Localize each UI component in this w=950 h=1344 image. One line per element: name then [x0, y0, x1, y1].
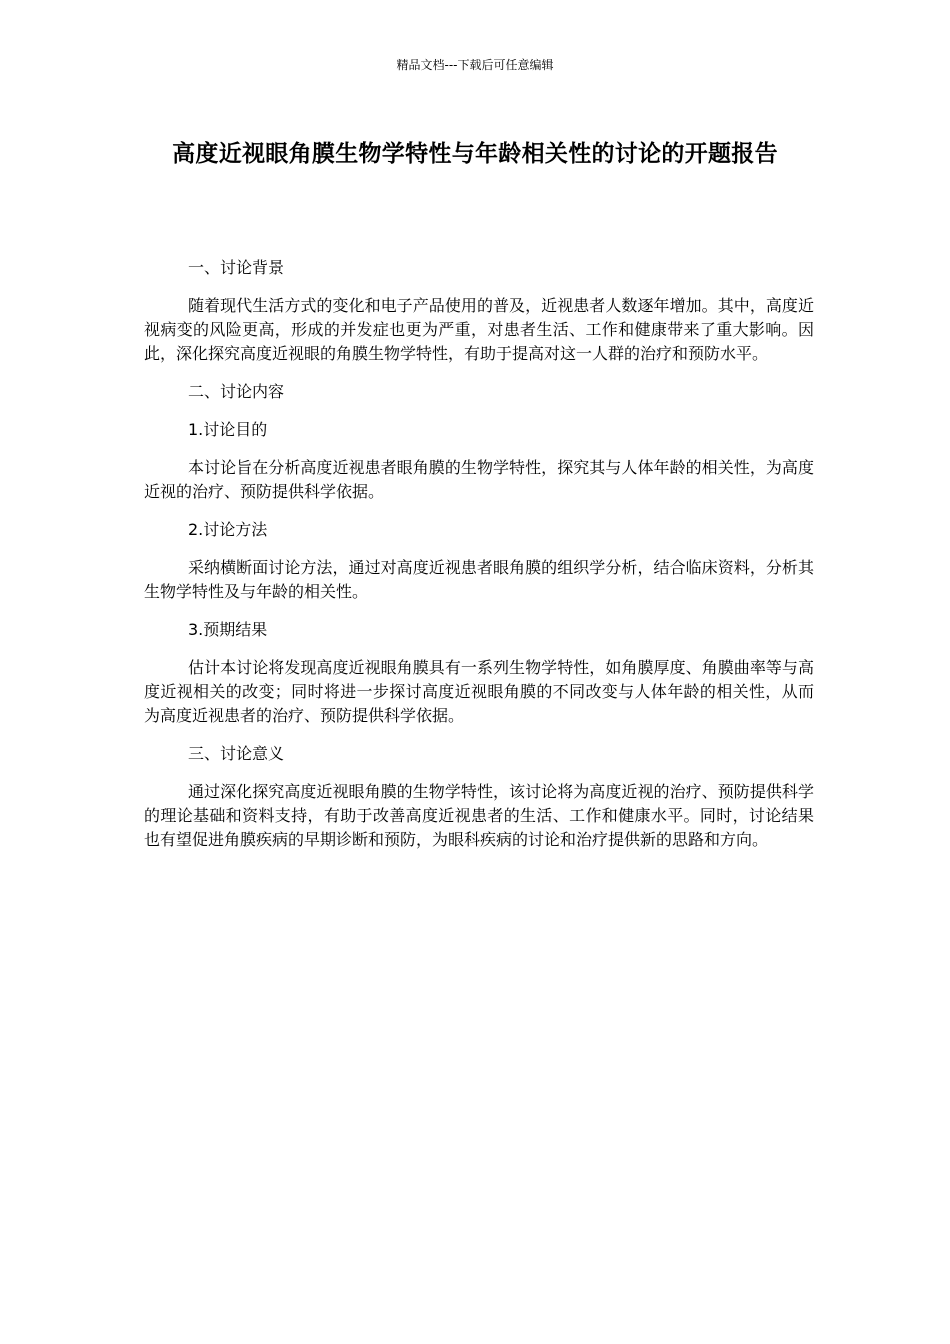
section-heading-background: 一、讨论背景 [188, 258, 285, 277]
paragraph-purpose: 本讨论旨在分析高度近视患者眼角膜的生物学特性，探究其与人体年龄的相关性，为高度近视的治疗、预防提供科学依据。 [144, 458, 814, 501]
paragraph-result: 估计本讨论将发现高度近视眼角膜具有一系列生物学特性，如角膜厚度、角膜曲率等与高度近视相关的改变；同时将进一步探讨高度近视眼角膜的不同改变与人体年龄的相关性，从而为高度近视患者的治疗、预防提供科学依据。 [144, 658, 814, 725]
section-heading-content: 二、讨论内容 [188, 382, 285, 401]
document-title: 高度近视眼角膜生物学特性与年龄相关性的讨论的开题报告 [172, 141, 778, 167]
section-heading-significance: 三、讨论意义 [188, 744, 285, 763]
paragraph-significance: 通过深化探究高度近视眼角膜的生物学特性，该讨论将为高度近视的治疗、预防提供科学的理论基础和资料支持，有助于改善高度近视患者的生活、工作和健康水平。同时，讨论结果也有望促进角膜疾病的早期诊断和预防，为眼科疾病的讨论和治疗提供新的思路和方向。 [144, 782, 814, 849]
subsection-heading-method: 2.讨论方法 [188, 520, 268, 539]
subsection-heading-purpose: 1.讨论目的 [188, 420, 268, 439]
paragraph-background: 随着现代生活方式的变化和电子产品使用的普及，近视患者人数逐年增加。其中，高度近视病变的风险更高，形成的并发症也更为严重，对患者生活、工作和健康带来了重大影响。因此，深化探究高度近视眼的角膜生物学特性，有助于提高对这一人群的治疗和预防水平。 [144, 296, 814, 363]
document-body [144, 256, 814, 866]
page-header-note: 精品文档---下载后可任意编辑 [396, 58, 554, 72]
subsection-heading-result: 3.预期结果 [188, 620, 268, 639]
paragraph-method: 采纳横断面讨论方法，通过对高度近视患者眼角膜的组织学分析，结合临床资料，分析其生物学特性及与年龄的相关性。 [144, 558, 814, 601]
